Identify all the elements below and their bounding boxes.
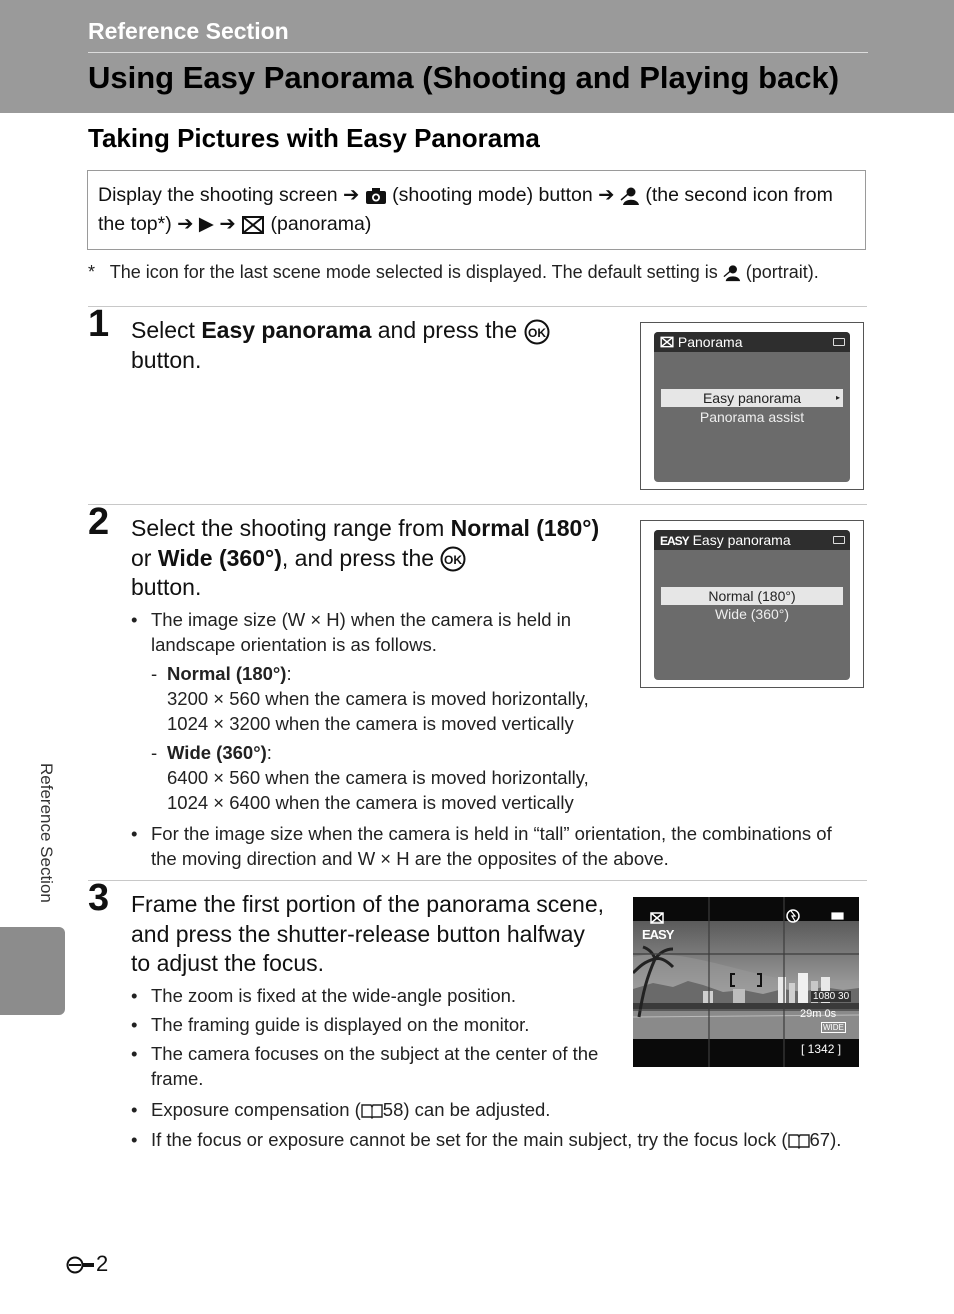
menu-item-label: Easy panorama [702,390,802,406]
camera-menu-title: Panorama [677,334,743,350]
book-reference-icon [788,1133,810,1149]
book-reference-icon [361,1103,383,1119]
portrait-scene-icon [723,264,741,282]
footnote-text: The icon for the last scene mode selected is displayed. The default setting is [109,262,718,282]
step-text: , and press the [281,544,435,571]
list-item: • Exposure compensation ( 58) can be adjusted. [131,1099,551,1120]
list-item: • The image size (W × H) when the camera is held in landscape orientation is as follows. [131,609,572,655]
side-tab-marker [0,927,65,1015]
step-text: button. [131,346,202,373]
note-text: 67). [809,1129,842,1150]
step-number: 3 [88,877,110,919]
ok-button-icon [440,546,466,572]
step-3-notes [131,983,609,1095]
step-2-notes-wide [131,821,861,875]
wide-label: WIDE [823,1023,844,1032]
step-number: 1 [88,303,110,345]
battery-icon [833,338,845,346]
camera-screen-panorama-menu [640,322,864,490]
section-subtitle: Taking Pictures with Easy Panorama [88,123,540,153]
menu-item-selected[interactable]: Normal (180°) [661,587,843,605]
menu-option-name: Easy panorama [201,317,372,343]
svg-text:OK: OK [444,553,463,568]
list-item: • For the image size when the camera is held in “tall” orientation, the combinations of the moving direction and W × H are the opposites of the above. [131,823,832,869]
camera-icon [365,187,387,205]
nav-step-2: (shooting mode) button [392,184,593,206]
header-divider [88,52,868,53]
sub-list-item: - Wide (360°): 6400 × 560 when the camera is moved horizontally, 1024 × 6400 when the camera is moved vertically [151,742,589,813]
easy-mode-icon: EASY [642,927,674,942]
page-number-value: 2 [96,1251,109,1276]
svg-text:OK: OK [527,325,546,340]
movie-mode-indicator: 1080 30 [813,991,850,1002]
size-text: 3200 × 560 when the camera is moved horizontally, [167,688,589,709]
note-text: For the image size when the camera is held in “tall” orientation, the combinations of the moving direction and W × H are the opposites of the above. [151,823,832,869]
navigation-instructions-box [87,170,866,250]
note-text: The image size (W × H) when the camera is held in landscape orientation is as follows. [151,609,572,655]
chevron-right-icon: ▸ [835,393,840,402]
footnote-mark: * [88,262,96,282]
battery-icon [833,536,845,544]
side-section-label: Reference Section [37,763,56,903]
divider [88,504,867,505]
option-label: Wide (360°) [167,742,267,763]
footnote-end: (portrait). [745,262,819,282]
arrow-right-icon: ➔ [177,213,194,235]
camera-screen-easy-panorama-menu [640,520,864,688]
panorama-icon [660,336,674,348]
list-item: • The camera focuses on the subject at the center of the frame. [131,1043,599,1089]
divider [88,880,867,881]
portrait-scene-icon [620,186,640,206]
panorama-icon [241,215,265,235]
page-title: Using Easy Panorama (Shooting and Playing back) [88,60,840,95]
step-1-instruction [131,316,611,375]
divider [88,306,867,307]
size-text: 1024 × 3200 when the camera is moved vertically [167,713,574,734]
step-number: 2 [88,501,110,543]
menu-item[interactable]: Panorama assist [699,409,805,425]
ok-button-icon [524,319,550,345]
easy-icon: EASY [660,534,689,548]
note-text: 58) can be adjusted. [382,1099,551,1120]
camera-menu-title: Easy panorama [692,532,791,548]
reference-section-icon [66,1256,96,1274]
menu-item-selected[interactable] [661,389,843,407]
section-label: Reference Section [88,18,289,44]
camera-display [654,530,850,680]
menu-option-name: Wide (360°) [157,544,282,571]
note-text: The zoom is fixed at the wide-angle position. [151,985,517,1006]
sub-list-item: - Normal (180°): 3200 × 560 when the camera is moved horizontally, 1024 × 3200 when the camera is moved vertically [151,663,589,734]
step-text: and press the [371,317,518,343]
page-number [66,1251,108,1277]
camera-display [654,332,850,482]
step-text: button. [131,574,202,600]
note-text: The framing guide is displayed on the monitor. [151,1014,530,1035]
note-text: Exposure compensation ( [151,1099,361,1120]
footnote [88,262,819,283]
menu-option-name: Normal (180°) [450,515,600,541]
option-label: Normal (180°) [167,663,287,684]
step-3-instruction: Frame the first portion of the panorama scene, and press the shutter-release button halfway to adjust the focus. [131,891,605,976]
camera-live-view-screen [633,897,859,1067]
step-2-instruction [131,514,611,603]
step-text: Select the shooting range from [131,515,451,541]
size-text: 1024 × 6400 when the camera is moved vertically [167,792,574,813]
list-item: • The zoom is fixed at the wide-angle position. [131,985,517,1006]
camera-menu-title-bar [654,530,850,550]
camera-menu-title-bar [654,332,850,352]
step-2-notes [131,607,606,819]
note-text: The camera focuses on the subject at the center of the frame. [151,1043,599,1089]
list-item: • The framing guide is displayed on the monitor. [131,1014,530,1035]
arrow-right-icon: ➔ [219,213,236,235]
nav-step-4: (panorama) [270,213,372,235]
play-right-icon: ▶ [198,213,214,235]
step-text: Select [131,317,202,343]
remaining-exposures: [ 1342 ] [801,1042,842,1056]
step-3-notes-wide [131,1097,871,1156]
arrow-right-icon: ➔ [342,184,360,206]
note-text: If the focus or exposure cannot be set for the main subject, try the focus lock ( [151,1129,788,1150]
movie-remaining-time: 29m 0s [800,1008,837,1020]
nav-step-1: Display the shooting screen [98,184,338,206]
list-item: • If the focus or exposure cannot be set for the main subject, try the focus lock ( 67). [131,1129,842,1150]
nav-step-3: (the second icon from the top*) [98,184,833,235]
menu-item[interactable]: Wide (360°) [714,606,790,622]
size-text: 6400 × 560 when the camera is moved horizontally, [167,767,589,788]
header-band [0,0,954,113]
arrow-right-icon: ➔ [598,184,615,206]
step-text: or [131,544,158,571]
